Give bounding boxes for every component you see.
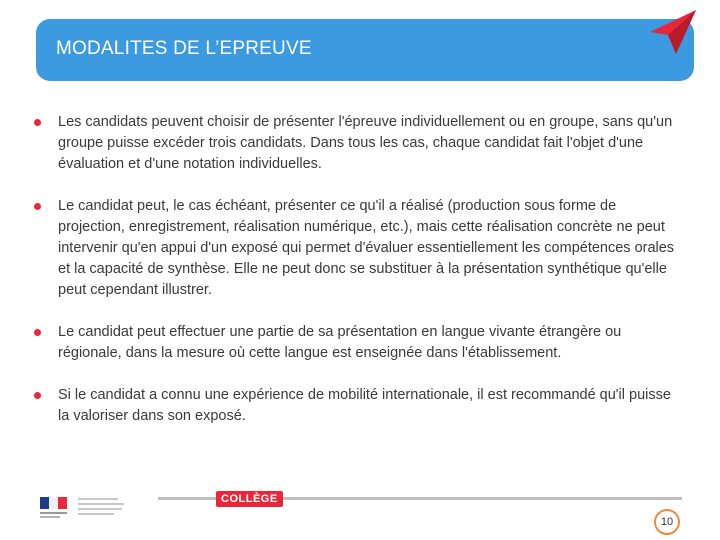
list-item <box>34 322 684 364</box>
ministry-logo <box>38 495 128 525</box>
bullet-text: Si le candidat a connu une expérience de mobilité internationale, il est recommandé qu'il puisse la valoriser dans son exposé. <box>58 387 671 424</box>
bullet-dot-icon <box>34 329 41 336</box>
red-arrow-icon <box>646 8 698 56</box>
page-number: 10 <box>654 509 680 535</box>
list-item <box>34 385 684 427</box>
bullet-text: Le candidat peut, le cas échéant, présenter ce qu'il a réalisé (production sous forme de projection, enregistrement, réalisation numérique, etc.), mais cette réalisation concrète ne peut intervenir qu'en appui d'un exposé qui permet d'évaluer essentiellement les compétences orales et la capacité de synthèse. Elle ne peut donc se substituer à la présentation synthétique qu'elle peut cependant illustrer. <box>58 198 675 298</box>
slide-header <box>36 19 694 81</box>
marianne-logo-icon <box>38 495 70 521</box>
list-item <box>34 112 684 175</box>
slide-title: MODALITES DE L’EPREUVE <box>56 38 312 59</box>
bullet-dot-icon <box>34 203 41 210</box>
ministry-logo-text <box>78 498 126 518</box>
bullet-dot-icon <box>34 119 41 126</box>
bullet-text: Les candidats peuvent choisir de présenter l'épreuve individuellement ou en groupe, sans qu'un groupe puisse excéder trois candidats. Dans tous les cas, chaque candidat fait l'objet d'une évaluation et d'une notation individuelles. <box>58 114 673 172</box>
list-item <box>34 196 684 301</box>
bullet-dot-icon <box>34 392 41 399</box>
bullet-text: Le candidat peut effectuer une partie de sa présentation en langue vivante étrangère ou régionale, dans la mesure où cette langue est enseignée dans l'établissement. <box>58 324 622 361</box>
bullet-list <box>34 112 684 448</box>
college-badge: COLLÈGE <box>216 491 283 507</box>
